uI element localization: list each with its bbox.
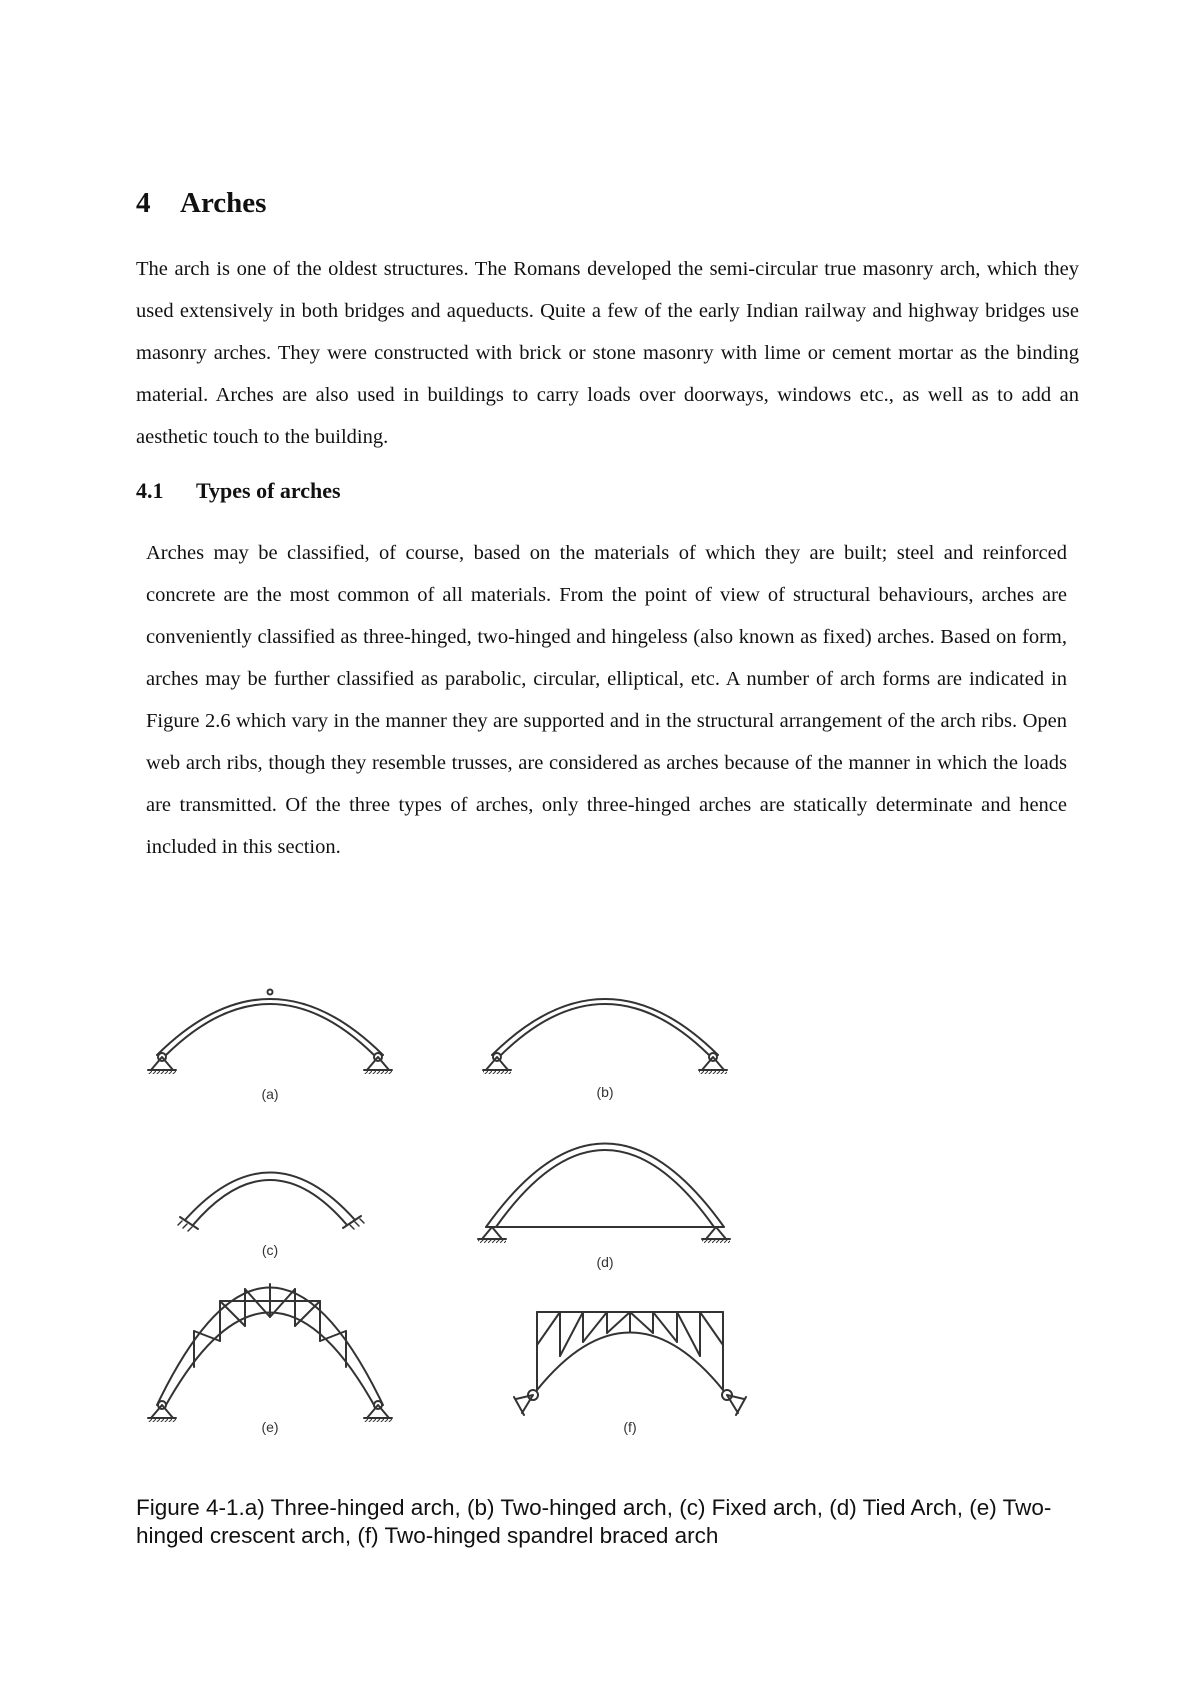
- two-hinged-arch-drawing: [483, 999, 727, 1074]
- spandrel-braced-arch-drawing: [514, 1312, 746, 1415]
- figure-label-b: (b): [596, 1084, 614, 1100]
- arch-types-figure: [140, 975, 780, 1435]
- section-heading: [136, 183, 266, 223]
- three-hinged-arch-drawing: [148, 990, 392, 1075]
- tied-arch-drawing: [478, 1144, 730, 1244]
- arch-types-diagram: [140, 975, 780, 1435]
- fixed-arch-drawing: [178, 1173, 364, 1232]
- section-title: Arches: [180, 187, 267, 219]
- subsection-heading: [136, 475, 341, 507]
- crescent-arch-drawing: [148, 1284, 392, 1422]
- section-number: 4: [136, 187, 151, 219]
- subsection-number: 4.1: [136, 478, 164, 503]
- figure-label-a: (a): [261, 1086, 279, 1102]
- figure-caption: Figure 4-1.a) Three-hinged arch, (b) Two-hinged arch, (c) Fixed arch, (d) Tied Arch, (e) Two-hinged crescent arch, (f) Two-hinged spandrel braced arch: [136, 1495, 1052, 1548]
- figure-label-c: (c): [261, 1242, 279, 1258]
- figure-label-e: (e): [261, 1419, 279, 1435]
- intro-paragraph: The arch is one of the oldest structures. The Romans developed the semi-circular true masonry arch, which they used extensively in both bridges and aqueducts. Quite a few of the early Indian railway and highway bridges use masonry arches. They were constructed with brick or stone masonry with lime or cement mortar as the binding material. Arches are also used in buildings to carry loads over doorways, windows etc., as well as to add an aesthetic touch to the building.: [136, 258, 1079, 448]
- figure-label-f: (f): [623, 1419, 637, 1435]
- types-paragraph: Arches may be classified, of course, based on the materials of which they are built; steel and reinforced concrete are the most common of all materials. From the point of view of structural behaviours, arches are conveniently classified as three-hinged, two-hinged and hingeless (also known as fixed) arches. Based on form, arches may be further classified as parabolic, circular, elliptical, etc. A number of arch forms are indicated in Figure 2.6 which vary in the manner they are supported and in the structural arrangement of the arch ribs. Open web arch ribs, though they resemble trusses, are considered as arches because of the manner in which the loads are transmitted. Of the three types of arches, only three-hinged arches are statically determinate and hence included in this section.: [146, 542, 1067, 858]
- figure-label-d: (d): [596, 1254, 614, 1270]
- subsection-title: Types of arches: [196, 478, 341, 503]
